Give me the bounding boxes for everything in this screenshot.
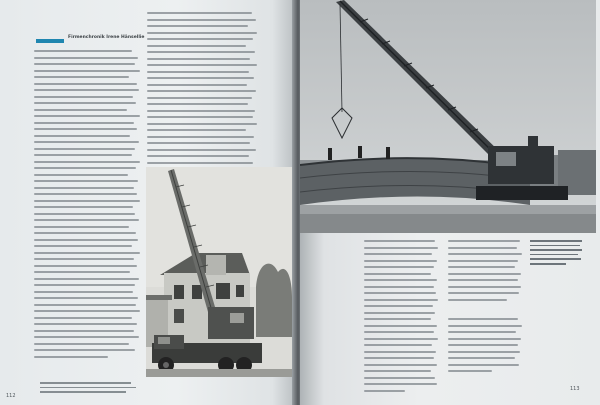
body-text-column-1 [34, 50, 140, 362]
page-number-left: 112 [6, 393, 16, 399]
section-title: Firmenchronik Irene Hänsellie [68, 35, 145, 40]
right-page [300, 0, 600, 405]
crawler-crane-photo [300, 0, 596, 233]
body-text-column-2 [147, 12, 257, 175]
photo-caption-right [530, 240, 582, 268]
page-number-right: 113 [570, 386, 580, 392]
section-accent-bar [36, 39, 64, 43]
truck-crane-photo [146, 167, 292, 377]
left-page [0, 0, 296, 405]
photo-caption-left [40, 382, 136, 396]
body-text-column-3 [364, 240, 438, 396]
body-text-column-4 [448, 240, 522, 305]
body-text-column-4b [448, 318, 522, 377]
